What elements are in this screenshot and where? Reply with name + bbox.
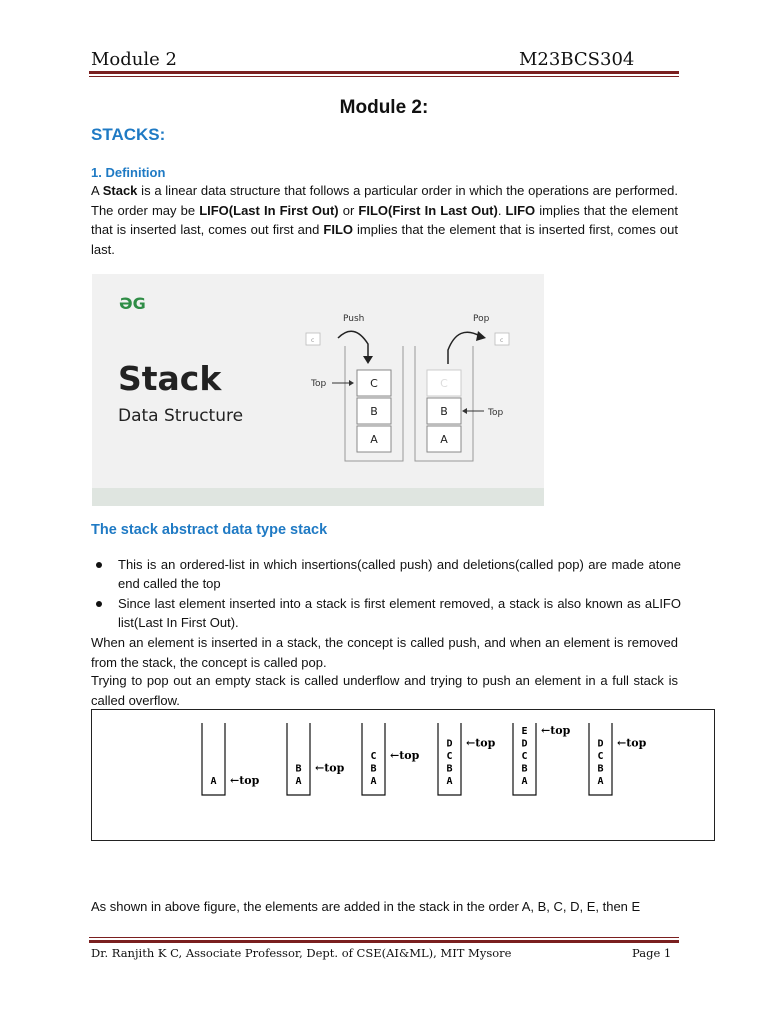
gfg-logo: ƏG — [119, 294, 146, 313]
left-stack-boxes — [357, 370, 391, 452]
right-top-label: Top — [488, 408, 504, 418]
sequence-stack-item: D — [521, 738, 528, 750]
sequence-stack-item: C — [521, 751, 528, 762]
right-stack-boxes — [427, 370, 461, 452]
sequence-stack — [513, 723, 571, 795]
header-rule-thin — [89, 76, 679, 77]
footer-page-number: Page 1 — [632, 946, 672, 960]
header-module: Module 2 — [91, 49, 177, 70]
right-stack-item-popped: C — [440, 377, 448, 390]
header-rule — [89, 71, 679, 74]
sequence-stack-item: A — [521, 776, 528, 787]
sequence-top-label: ←top — [230, 774, 260, 787]
stack-sequence-figure — [91, 709, 715, 841]
sequence-top-label: ←top — [617, 736, 647, 750]
figure-subtitle: Data Structure — [118, 406, 244, 426]
push-pop-paragraph: When an element is inserted in a stack, the concept is called push, and when an element is removed from the stack, the concept is called pop. — [91, 635, 678, 670]
section-heading: STACKS: — [91, 125, 166, 144]
sequence-stack-item: A — [370, 776, 377, 787]
right-stack-item: A — [440, 433, 448, 446]
pop-arrow — [448, 332, 480, 364]
left-top-label: Top — [311, 379, 327, 389]
bullet-list — [91, 556, 681, 634]
sequence-stack-item: A — [210, 776, 217, 787]
definition-paragraph: A Stack is a linear data structure that follows a particular order in which the operations are performed. The order may be LIFO(Last In First Out) or FILO(First In Last Out). LIFO implies that the element that is inserted last, comes out first and FILO implies that the element that is inserted first, comes out last. — [91, 183, 679, 257]
stack-sequence-svg — [92, 710, 714, 840]
svg-text:c: c — [311, 337, 315, 344]
left-stack-item: C — [370, 377, 378, 390]
sequence-stack — [362, 723, 420, 795]
sequence-stack — [202, 723, 260, 795]
sequence-stack — [438, 723, 496, 795]
sequence-stack-item: B — [446, 763, 453, 775]
left-stack-item: A — [370, 433, 378, 446]
sequence-stack-item: B — [597, 763, 604, 775]
sequence-stack-item: D — [597, 738, 604, 750]
definition-heading: 1. Definition — [91, 165, 166, 180]
sequence-stack-item: C — [597, 751, 604, 762]
footer-rule-thin — [89, 937, 679, 938]
sequence-stack-item: C — [370, 751, 377, 762]
push-label: Push — [343, 314, 365, 324]
sequence-top-label: ←top — [541, 724, 571, 737]
sequence-stack — [589, 723, 647, 795]
pop-label: Pop — [473, 314, 490, 324]
sequence-stack-item: B — [370, 763, 377, 775]
sequence-stack-item: C — [446, 751, 453, 762]
bullet-item: Since last element inserted into a stack is first element removed, a stack is also known as aLIFO list(Last In First Out). — [91, 595, 681, 632]
sequence-stack-item: A — [446, 776, 453, 787]
sequence-top-label: ←top — [466, 736, 496, 750]
svg-text:c: c — [500, 337, 504, 344]
bullet-icon — [96, 601, 102, 607]
pop-arrow-head — [476, 331, 486, 341]
sequence-stack-item: A — [295, 776, 302, 787]
bullet-item: This is an ordered-list in which insertions(called push) and deletions(called pop) are made atone end called the top — [91, 556, 681, 593]
order-paragraph: As shown in above figure, the elements are added in the stack in the order A, B, C, D, E, then E — [91, 899, 641, 914]
page-title: Module 2: — [339, 97, 429, 118]
push-arrow-head — [363, 356, 373, 364]
footer-author: Dr. Ranjith K C, Associate Professor, Dept. of CSE(AI&ML), MIT Mysore — [91, 946, 512, 960]
footer-rule — [89, 940, 679, 943]
sequence-top-label: ←top — [315, 761, 345, 775]
sequence-stack-item: A — [597, 776, 604, 787]
sequence-top-label: ←top — [390, 749, 420, 762]
right-stack-item: B — [440, 405, 448, 418]
push-arrow — [338, 331, 368, 358]
sequence-stack-item: B — [295, 763, 302, 775]
adt-heading: The stack abstract data type stack — [91, 522, 328, 538]
sequence-stack-item: D — [446, 738, 453, 750]
stack-illustration — [92, 274, 544, 506]
figure-title: Stack — [118, 359, 222, 398]
sequence-stack — [287, 723, 345, 795]
bullet-icon — [96, 562, 102, 568]
left-stack-item: B — [370, 405, 378, 418]
stack-illustration-svg — [92, 274, 544, 506]
underflow-overflow-paragraph: Trying to pop out an empty stack is called underflow and trying to push an element in a full stack is called overflow. — [91, 673, 678, 708]
sequence-stack-item: B — [521, 763, 528, 775]
header-course-code: M23BCS304 — [519, 49, 635, 70]
sequence-stack-item: E — [521, 726, 528, 737]
